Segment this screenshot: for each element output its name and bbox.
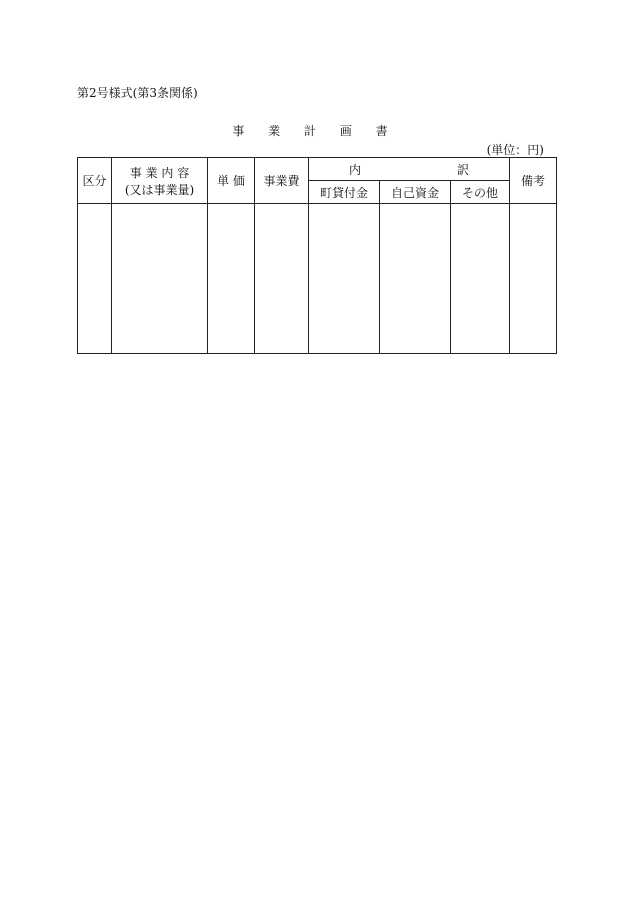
header-category: 区分 xyxy=(78,158,112,204)
header-breakdown-right: 訳 xyxy=(457,162,470,177)
business-plan-table xyxy=(77,157,557,354)
cell-remarks[interactable] xyxy=(510,204,557,354)
header-remarks: 備考 xyxy=(510,158,557,204)
form-number-label: 第2号様式(第3条関係) xyxy=(77,86,198,100)
unit-label: (単位：円) xyxy=(486,143,544,157)
header-other: その他 xyxy=(451,181,510,204)
table-row xyxy=(78,204,557,354)
header-breakdown-left: 内 xyxy=(349,162,362,177)
cell-unit-price[interactable] xyxy=(208,204,255,354)
header-own-funds: 自己資金 xyxy=(380,181,451,204)
header-row-1 xyxy=(78,158,557,181)
cell-town-loan[interactable] xyxy=(309,204,380,354)
cell-category[interactable] xyxy=(78,204,112,354)
header-town-loan: 町貸付金 xyxy=(309,181,380,204)
header-content xyxy=(112,158,208,204)
header-unit-price: 単 価 xyxy=(208,158,255,204)
header-project-cost: 事業費 xyxy=(255,158,309,204)
header-breakdown xyxy=(309,158,510,181)
header-content-line1: 事 業 内 容 xyxy=(129,165,190,180)
cell-other[interactable] xyxy=(451,204,510,354)
cell-content[interactable] xyxy=(112,204,208,354)
header-content-line2: (又は事業量) xyxy=(124,182,195,197)
cell-project-cost[interactable] xyxy=(255,204,309,354)
cell-own-funds[interactable] xyxy=(380,204,451,354)
document-title: 事 業 計 画 書 xyxy=(232,124,398,138)
